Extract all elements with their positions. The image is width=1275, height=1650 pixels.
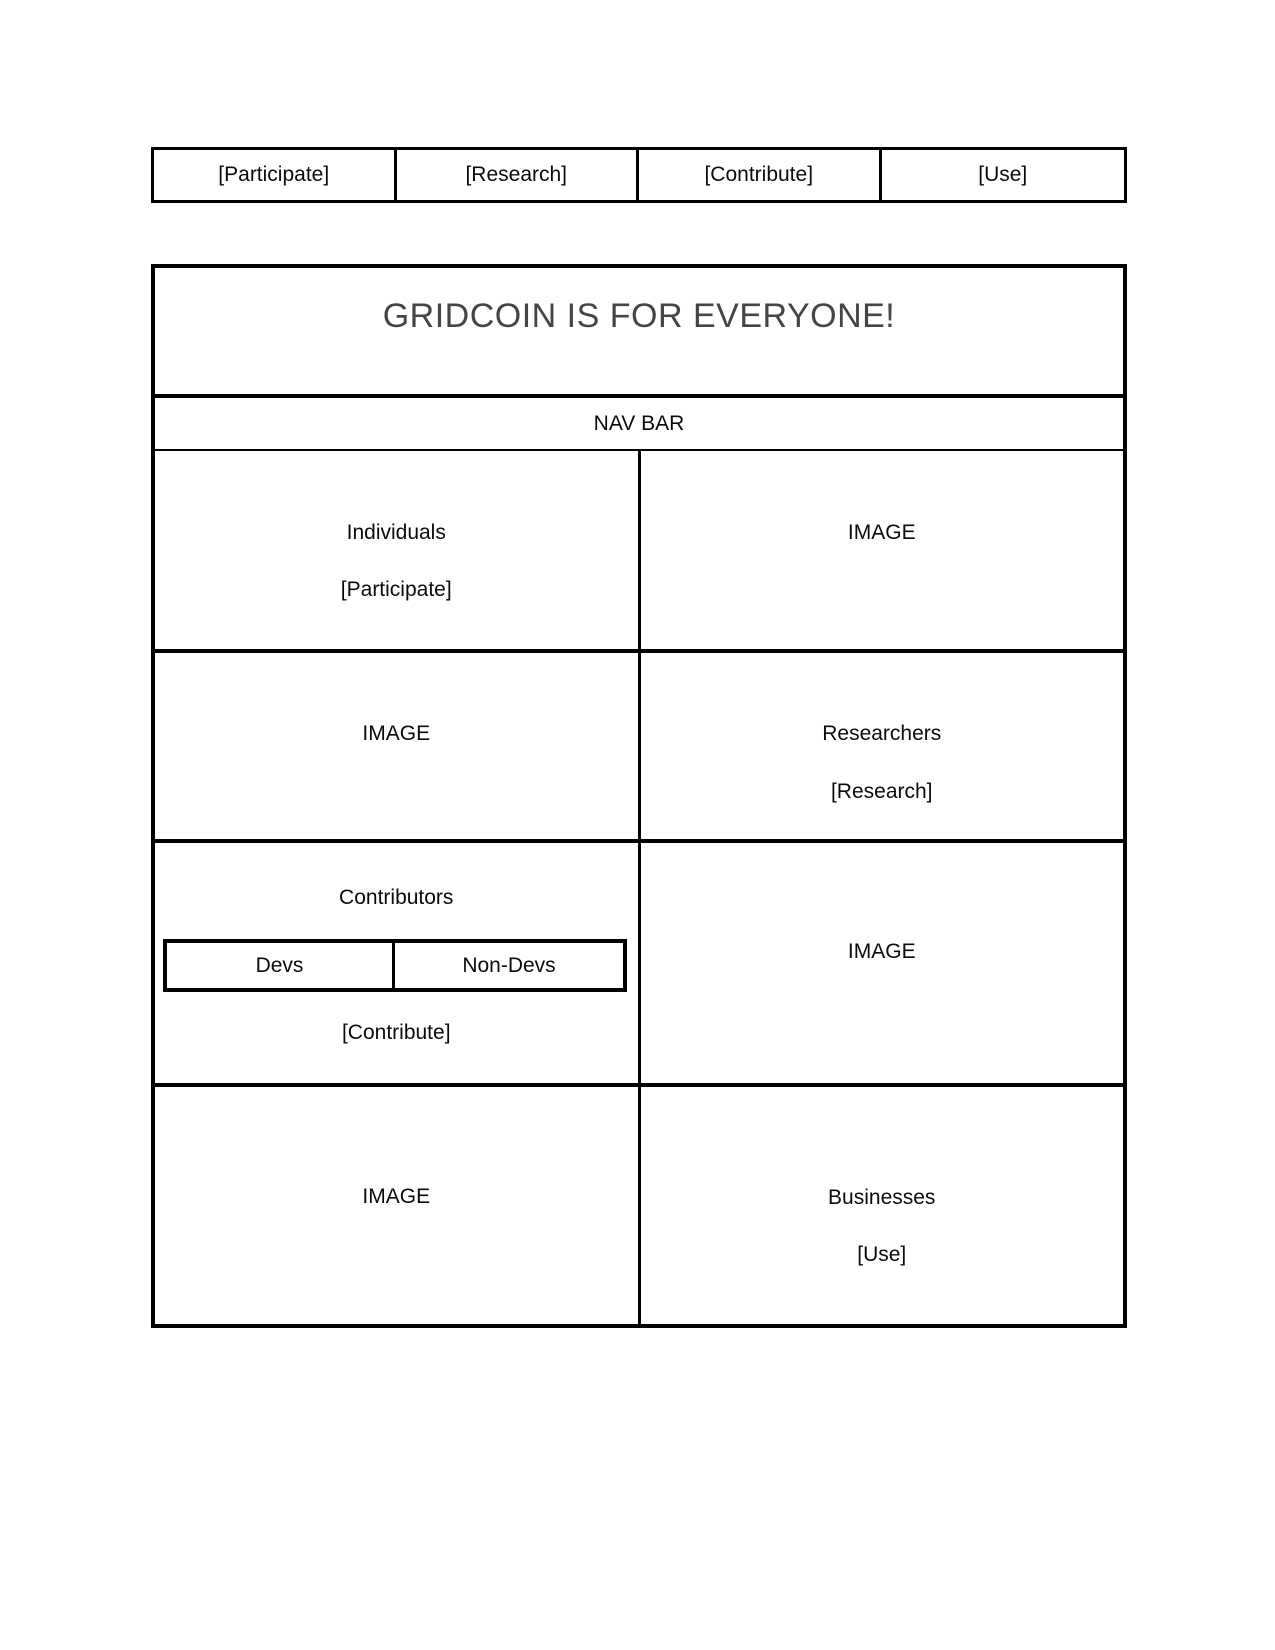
image-placeholder: IMAGE — [362, 722, 431, 745]
top-link-use[interactable]: [Use] — [978, 163, 1028, 186]
contribute-link[interactable]: [Contribute] — [341, 1021, 451, 1044]
section-individuals — [155, 451, 1123, 653]
researchers-heading: Researchers — [822, 722, 942, 745]
businesses-image-cell — [155, 1087, 641, 1324]
devs-button[interactable]: Devs — [167, 943, 395, 988]
page-wireframe — [151, 264, 1127, 1328]
top-link-contribute[interactable]: [Contribute] — [639, 150, 882, 200]
contributors-text-cell — [155, 843, 641, 1083]
section-businesses — [155, 1087, 1123, 1324]
nav-bar-placeholder — [155, 398, 1123, 451]
businesses-text-cell — [641, 1087, 1124, 1324]
businesses-heading: Businesses — [828, 1186, 936, 1209]
researchers-text-cell — [641, 653, 1124, 839]
page-title: GRIDCOIN IS FOR EVERYONE! — [382, 296, 896, 335]
top-link-participate[interactable]: [Participate] — [154, 150, 397, 200]
image-placeholder: IMAGE — [362, 1185, 431, 1208]
nav-bar-label: NAV BAR — [593, 411, 685, 435]
research-link[interactable]: [Research] — [830, 780, 933, 803]
researchers-image-cell — [155, 653, 641, 839]
use-link[interactable]: [Use] — [857, 1243, 907, 1266]
individuals-heading: Individuals — [346, 521, 446, 544]
participate-link[interactable]: [Participate] — [340, 578, 452, 601]
contributors-button-group — [163, 939, 627, 992]
top-link-research[interactable]: [Research] — [397, 150, 640, 200]
top-link-bar — [151, 147, 1127, 203]
contributors-image-cell — [641, 843, 1124, 1083]
contributors-heading: Contributors — [339, 886, 454, 909]
title-cell — [155, 268, 1123, 398]
section-researchers — [155, 653, 1123, 843]
section-contributors — [155, 843, 1123, 1087]
individuals-image-cell — [641, 451, 1124, 649]
individuals-text-cell — [155, 451, 641, 649]
image-placeholder: IMAGE — [847, 940, 916, 963]
non-devs-button[interactable]: Non-Devs — [462, 953, 556, 977]
image-placeholder: IMAGE — [847, 521, 916, 544]
